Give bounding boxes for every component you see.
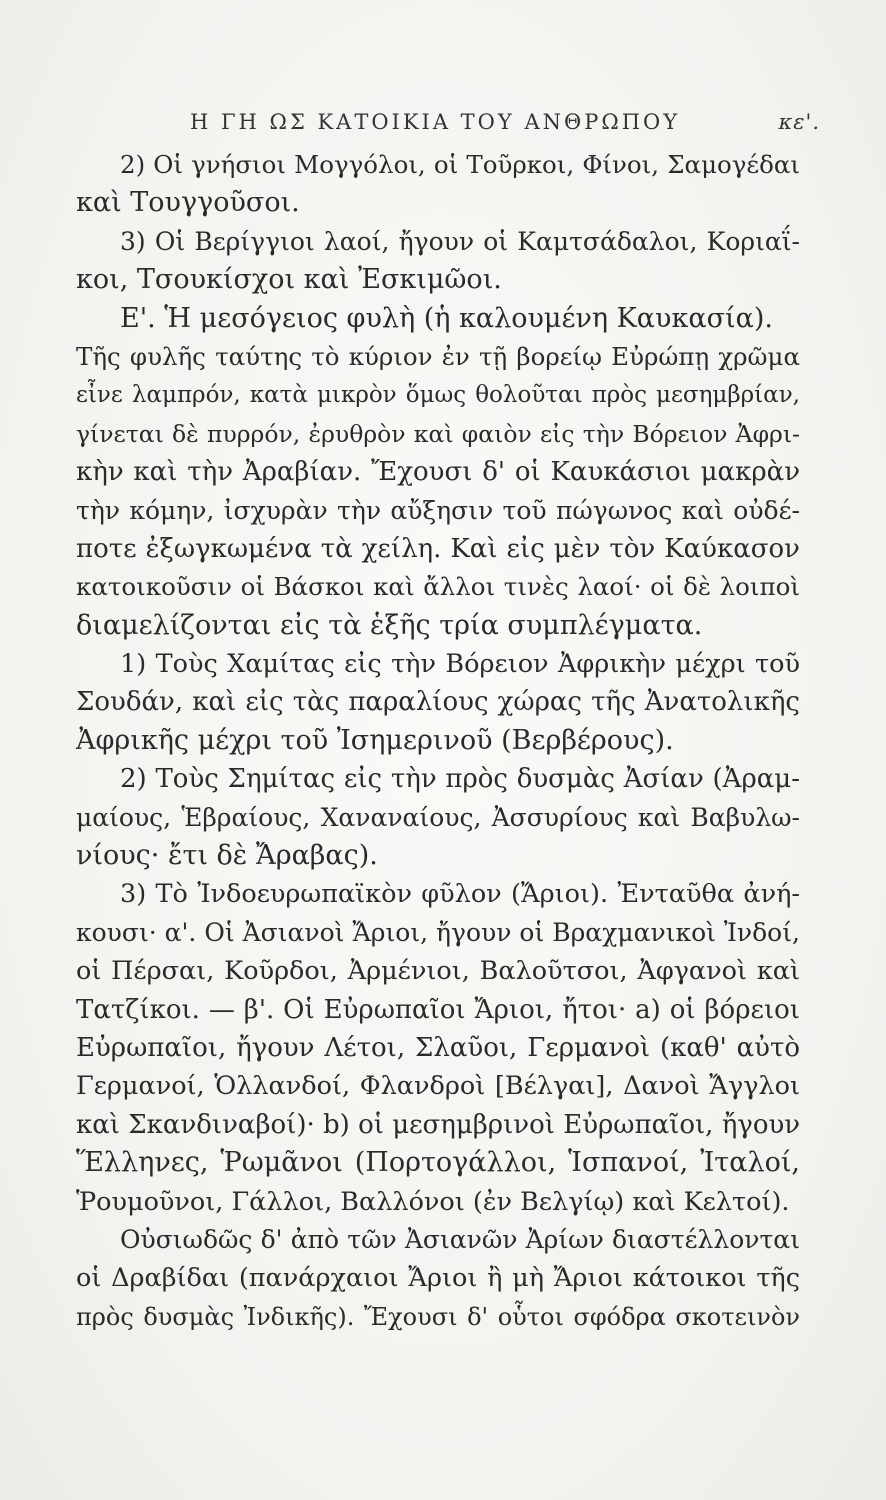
text-line: πρὸς δυσμὰς Ἰνδικῆς). Ἔχουσι δ' οὗτοι σφόδρα σκοτεινὸν	[76, 1302, 800, 1331]
text-line: εἶνε λαμπρόν, κατὰ μικρὸν ὅμως θολοῦται πρὸς μεσημβρίαν,	[76, 382, 800, 409]
text-line: κοι, Τσουκίσχοι καὶ Ἐσκιμῶοι.	[76, 264, 502, 296]
text-line: 3) Οἱ Βερίγγιοι λαοί, ἤγουν οἱ Καμτσάδαλοι, Κοριαΐ-	[120, 226, 800, 256]
text-line: κατοικοῦσιν οἱ Βάσκοι καὶ ἄλλοι τινὲς λαοί· οἱ δὲ λοιποὶ	[76, 572, 800, 602]
text-line: 2) Τοὺς Σημίτας εἰς τὴν πρὸς δυσμὰς Ἀσίαν (Ἀραμ-	[120, 764, 800, 795]
text-line: Ἕλληνες, Ῥωμᾶνοι (Πορτογάλλοι, Ἱσπανοί, Ἰταλοί,	[76, 1147, 800, 1179]
text-line: διαμελίζονται εἰς τὰ ἑξῆς τρία συμπλέγματα.	[76, 609, 703, 641]
text-line: Τατζίκοι. — β'. Οἱ Εὐρωπαῖοι Ἄριοι, ἤτοι· a) οἱ βόρειοι	[76, 994, 800, 1025]
section-heading: Ε'. Ἡ μεσόγειος φυλὴ (ἡ καλουμένη Καυκασία).	[120, 302, 773, 334]
text-line: οἱ Πέρσαι, Κοῦρδοι, Ἀρμένιοι, Βαλοῦτσοι, Ἀφγανοὶ καὶ	[76, 956, 800, 987]
text-line: 1) Τοὺς Χαμίτας εἰς τὴν Βόρειον Ἀφρικὴν μέχρι τοῦ	[120, 649, 800, 680]
text-line: Ἀφρικῆς μέχρι τοῦ Ἰσημερινοῦ (Βερβέρους).	[76, 724, 674, 756]
page-number: κε'.	[778, 110, 820, 134]
text-line: καὶ Τουγγοῦσοι.	[76, 187, 300, 219]
text-line: Ῥουμοῦνοι, Γάλλοι, Βαλλόνοι (ἐν Βελγίῳ) καὶ Κελτοί).	[76, 1186, 790, 1217]
text-line: Οὐσιωδῶς δ' ἀπὸ τῶν Ἀσιανῶν Ἀρίων διαστέλλονται	[120, 1224, 800, 1254]
header-title: Η ΓΗ ΩΣ ΚΑΤΟΙΚΙΑ ΤΟΥ ΑΝΘΡΩΠΟΥ	[190, 110, 681, 134]
text-line: 2) Οἱ γνήσιοι Μογγόλοι, οἱ Τοῦρκοι, Φίνοι, Σαμογέδαι	[120, 150, 800, 179]
body-text	[76, 146, 800, 1336]
text-line: Σουδάν, καὶ εἰς τὰς παραλίους χώρας τῆς Ἀνατολικῆς	[76, 687, 800, 718]
text-line: μαίους, Ἑβραίους, Χαναναίους, Ἀσσυρίους καὶ Βαβυλω-	[76, 802, 800, 832]
running-header	[190, 110, 820, 134]
text-line: κουσι· α'. Οἱ Ἀσιανοὶ Ἄριοι, ἤγουν οἱ Βραχμανικοὶ Ἰνδοί,	[76, 917, 800, 947]
text-line: Εὐρωπαῖοι, ἤγουν Λέτοι, Σλαῦοι, Γερμανοὶ (καθ' αὐτὸ	[76, 1032, 800, 1063]
text-line: Τῆς φυλῆς ταύτης τὸ κύριον ἐν τῇ βορείῳ Εὐρώπῃ χρῶμα	[76, 341, 800, 371]
text-line: νίους· ἔτι δὲ Ἄραβας).	[76, 840, 378, 872]
text-line: ποτε ἐξωγκωμένα τὰ χείλη. Καὶ εἰς μὲν τὸν Καύκασον	[76, 533, 800, 564]
text-line: καὶ Σκανδιναβοί)· b) οἱ μεσημβρινοὶ Εὐρωπαῖοι, ἤγουν	[76, 1109, 801, 1140]
text-line: γίνεται δὲ πυρρόν, ἐρυθρὸν καὶ φαιὸν εἰς τὴν Βόρειον Ἀφρι-	[76, 419, 800, 448]
text-line: οἱ Δραβίδαι (πανάρχαιοι Ἄριοι ἢ μὴ Ἄριοι κάτοικοι τῆς	[76, 1263, 800, 1294]
text-line: 3) Τὸ Ἰνδοευρωπαϊκὸν φῦλον (Ἄριοι). Ἐνταῦθα ἀνή-	[120, 879, 800, 910]
text-line: Γερμανοί, Ὁλλανδοί, Φλανδροὶ [Βέλγαι], Δανοὶ Ἄγγλοι	[76, 1071, 800, 1102]
text-line: τὴν κόμην, ἰσχυρὰν τὴν αὔξησιν τοῦ πώγωνος καὶ οὐδέ-	[76, 495, 800, 525]
text-line: κὴν καὶ τὴν Ἀραβίαν. Ἔχουσι δ' οἱ Καυκάσιοι μακρὰν	[76, 457, 800, 488]
